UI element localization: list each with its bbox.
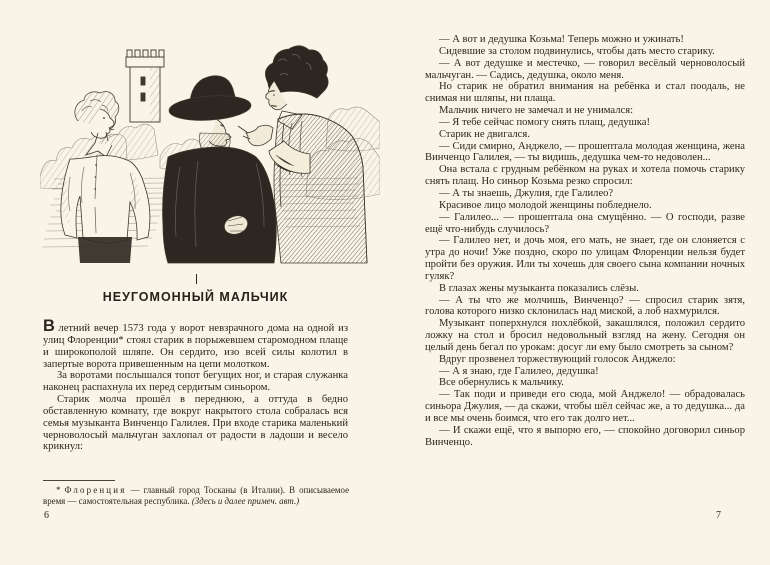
chapter-illustration bbox=[40, 27, 380, 264]
paragraph: Все обернулись к мальчику. bbox=[439, 377, 564, 389]
footnote-attribution: (Здесь и далее примеч. авт.) bbox=[191, 495, 300, 506]
footnote-term: Флоренция bbox=[64, 485, 127, 495]
paragraph: — А вот дедушке и местечко, — говорил весёлый черноволосый мальчуган. — Садись, дедушка, около меня. bbox=[425, 57, 745, 81]
page-number-right: 7 bbox=[716, 510, 721, 521]
right-page-text bbox=[425, 34, 745, 449]
opening-paragraph-text: летний вечер 1573 года у ворот невзрачного дома на одной из улиц Флоренции* стоял старик в порыжевшем старомодном плаще и широкополой шляпе. Он сердито, изо всей силы колотил в запертые ворота привешенным на цепи молотком. bbox=[43, 323, 348, 370]
paragraph: Старик не двигался. bbox=[439, 128, 530, 140]
paragraph: За воротами послышался топот бегущих ног, и старая служанка наконец распахнула их перед сердитым синьором. bbox=[43, 370, 348, 394]
paragraph: В глазах жены музыканта показались слёзы. bbox=[439, 282, 639, 294]
paragraph: Но старик не обратил внимания на ребёнка и стал поодаль, не снимая ни шляпы, ни плаща. bbox=[425, 81, 745, 105]
paragraph: — Галилео нет, и дочь моя, его мать, не знает, где он слоняется с утра до ночи! Уже поздно, скоро по улицам Флоренции нельзя будет пройти без оружия. Или ты хочешь для своего сына компании ночных гуляк? bbox=[425, 235, 745, 282]
paragraph: Мальчик ничего не замечал и не унимался: bbox=[439, 105, 634, 117]
footnote-marker: * bbox=[56, 485, 61, 495]
chapter-title: НЕУГОМОННЫЙ МАЛЬЧИК bbox=[102, 290, 289, 304]
section-divider-tick bbox=[196, 274, 197, 284]
paragraph: — И скажи ещё, что я выпорю его, — спокойно договорил синьор Винченцо. bbox=[425, 424, 745, 448]
paragraph: — А ты что же молчишь, Винченцо? — спросил старик зятя, голова которого низко склонилась над миской, а лоб нахмурился. bbox=[425, 294, 745, 318]
paragraph: Старик молча прошёл в переднюю, а оттуда в бедно обставленную комнату, где вокруг накрытого стола собралась вся семья музыканта Винченцо Галилея. При входе старика маленький черноволосый мальчуган захлопал от радости в ладоши и весело крикнул: bbox=[43, 394, 348, 453]
footnote bbox=[43, 485, 349, 507]
opening-paragraph bbox=[43, 317, 348, 370]
left-page-text bbox=[43, 317, 348, 453]
paragraph: Сидевшие за столом подвинулись, чтобы дать место старику. bbox=[439, 45, 715, 57]
paragraph: Она встала с грудным ребёнком на руках и хотела помочь старику снять плащ. Но синьор Козьма резко спросил: bbox=[425, 164, 745, 188]
page-number-left: 6 bbox=[44, 510, 49, 521]
paragraph: Красивое лицо молодой женщины побледнело. bbox=[439, 199, 652, 211]
footnote-rule bbox=[43, 480, 115, 481]
paragraph: — Я тебе сейчас помогу снять плащ, дедушка! bbox=[439, 116, 651, 128]
paragraph: — А я знаю, где Галилео, дедушка! bbox=[439, 365, 599, 377]
paragraph: Вдруг прозвенел торжествующий голосок Анджело: bbox=[439, 353, 676, 365]
paragraph: Музыкант поперхнулся похлёбкой, закашлялся, положил сердито ложку на стол и бросил недовольный взгляд на жену. Сегодня он целый день бегал по урокам: досуг ли ему было смотреть за сыном? bbox=[425, 318, 745, 353]
footnote-body: — главный город Тосканы (в Италии). В описываемое время — самостоятельная республика. bbox=[43, 485, 350, 506]
paragraph: — Галилео... — прошептала она смущённо. — О господи, разве ещё что-нибудь случилось? bbox=[425, 211, 745, 235]
paragraph: — Сиди смирно, Анджело, — прошептала молодая женщина, жена Винченцо Галилея, — ты видишь, дедушка чем-то недоволен... bbox=[425, 140, 745, 164]
paragraph: — Так поди и приведи его сюда, мой Анджело! — обрадовалась синьора Джулия, — да скажи, чтобы шёл сейчас же, а то дедушка... да и все мы очень боимся, что его так долго нет... bbox=[425, 389, 745, 424]
paragraph: — А ты знаешь, Джулия, где Галилео? bbox=[439, 187, 614, 199]
drop-cap: В bbox=[43, 317, 56, 335]
paragraph: — А вот и дедушка Козьма! Теперь можно и ужинать! bbox=[439, 34, 684, 45]
